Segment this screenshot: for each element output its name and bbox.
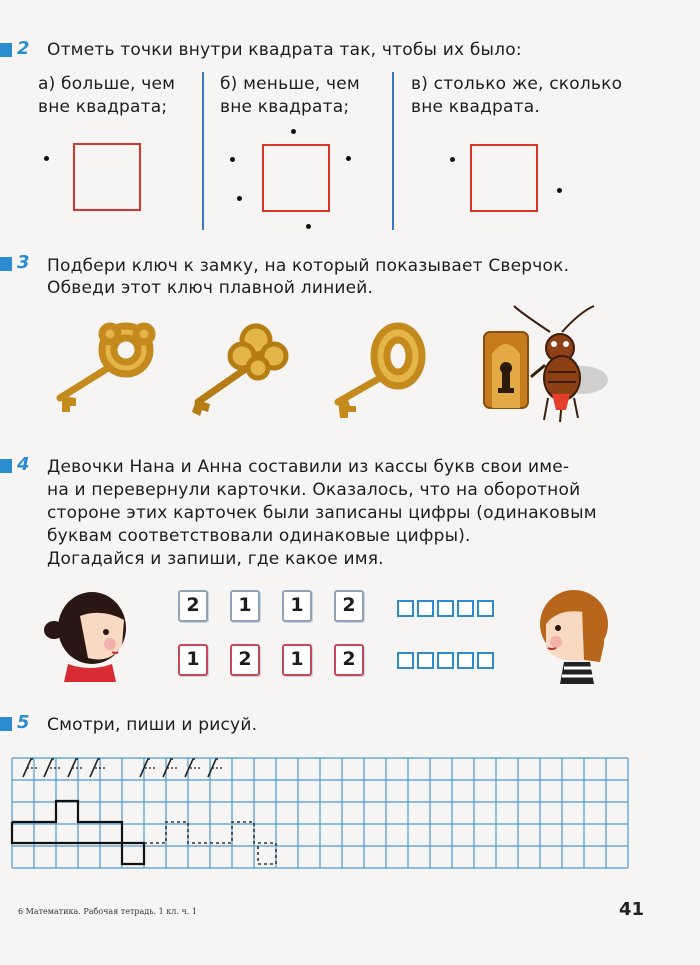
task2b-line1: б) меньше, чем — [220, 74, 360, 94]
task4-line4: буквам соответствовали одинаковые цифры). — [47, 526, 471, 546]
task-marker — [0, 717, 12, 731]
dot — [237, 196, 242, 201]
task4-line5: Догадайся и запиши, где какое имя. — [47, 549, 384, 569]
task4-line3: стороне этих карточек были записаны цифры (одинаковым — [47, 503, 597, 523]
task3-line2: Обведи этот ключ плавной линией. — [47, 278, 374, 298]
answer-box[interactable] — [457, 652, 474, 669]
task2a-line1: а) больше, чем — [38, 74, 176, 94]
answer-box[interactable] — [397, 600, 414, 617]
dot — [346, 156, 351, 161]
dot — [44, 156, 49, 161]
task2b-line2: вне квадрата; — [220, 97, 350, 117]
square-c[interactable] — [470, 144, 538, 212]
answer-box[interactable] — [417, 652, 434, 669]
number-card: 2 — [334, 644, 364, 676]
dot — [230, 157, 235, 162]
task-marker — [0, 257, 12, 271]
task-number: 5 — [17, 712, 30, 733]
number-card: 1 — [178, 644, 208, 676]
task-number: 4 — [17, 454, 30, 475]
task5-title: Смотри, пиши и рисуй. — [47, 715, 258, 735]
number-card: 1 — [282, 590, 312, 622]
key-3-icon[interactable] — [324, 316, 434, 424]
column-divider — [392, 72, 394, 230]
task2c-line1: в) столько же, сколько — [411, 74, 623, 94]
number-card: 1 — [282, 644, 312, 676]
answer-box[interactable] — [477, 600, 494, 617]
task4-line2: на и перевернули карточки. Оказалось, что на оборотной — [47, 480, 581, 500]
number-card: 2 — [230, 644, 260, 676]
answer-box[interactable] — [437, 652, 454, 669]
key-1-icon[interactable] — [48, 312, 166, 422]
task3-line1: Подбери ключ к замку, на который показывает Сверчок. — [47, 256, 570, 276]
number-card: 2 — [334, 590, 364, 622]
page-number: 41 — [619, 899, 645, 920]
key-2-icon[interactable] — [184, 320, 296, 420]
answer-box[interactable] — [477, 652, 494, 669]
task2-title: Отметь точки внутри квадрата так, чтобы их было: — [47, 40, 522, 60]
dot — [450, 157, 455, 162]
number-card: 1 — [230, 590, 260, 622]
answer-box[interactable] — [437, 600, 454, 617]
task-marker — [0, 43, 12, 57]
square-a[interactable] — [73, 143, 141, 211]
column-divider — [202, 72, 204, 230]
task4-line1: Девочки Нана и Анна составили из кассы букв свои име- — [47, 457, 570, 477]
answer-box[interactable] — [417, 600, 434, 617]
answer-box[interactable] — [397, 652, 414, 669]
square-b[interactable] — [262, 144, 330, 212]
task-number: 2 — [17, 38, 30, 59]
girl-nana-icon — [40, 582, 140, 682]
dot — [291, 129, 296, 134]
task2c-line2: вне квадрата. — [411, 97, 540, 117]
footer-caption: 6 Математика. Рабочая тетрадь. 1 кл. ч. 1 — [18, 907, 197, 916]
cricket-icon — [510, 302, 614, 424]
task-marker — [0, 459, 12, 473]
dot — [557, 188, 562, 193]
task2a-line2: вне квадрата; — [38, 97, 168, 117]
number-card: 2 — [178, 590, 208, 622]
task-number: 3 — [17, 252, 30, 273]
answer-box[interactable] — [457, 600, 474, 617]
copy-grid[interactable] — [10, 756, 640, 872]
dot — [306, 224, 311, 229]
girl-anna-icon — [534, 584, 614, 684]
